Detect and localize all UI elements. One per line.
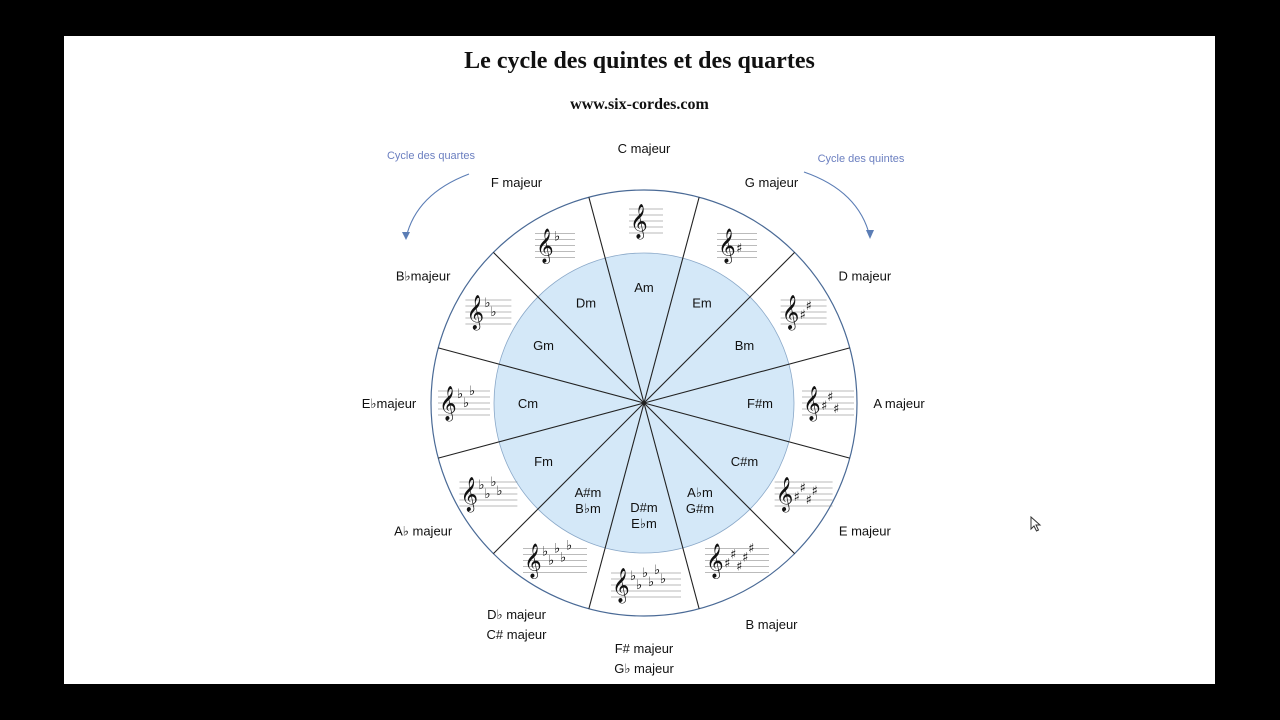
sharp-icon: ♯	[811, 484, 818, 499]
minor-key-label: Dm	[575, 295, 597, 311]
major-key-label: E♭majeur	[361, 396, 417, 411]
minor-key-label: Gm	[533, 338, 555, 353]
flat-icon: ♭	[542, 544, 549, 560]
sharp-icon: ♯	[748, 541, 755, 557]
page	[64, 36, 1215, 684]
sharp-icon: ♯	[730, 547, 737, 563]
fifths-arrow	[804, 172, 870, 237]
sharp-icon: ♯	[793, 490, 800, 505]
treble-clef-icon: 𝄞	[460, 477, 479, 512]
sharp-icon: ♯	[724, 556, 731, 572]
major-key-label: B♭majeur	[395, 268, 451, 284]
flat-icon: ♭	[490, 305, 497, 320]
treble-clef-icon: 𝄞	[612, 568, 630, 603]
treble-clef-icon: 𝄞	[775, 477, 794, 512]
fourths-cycle-label: Cycle des quartes	[386, 150, 476, 162]
minor-key-label: Fm	[534, 454, 553, 469]
page-subtitle: www.six-cordes.com	[570, 96, 709, 113]
sharp-icon: ♯	[742, 550, 749, 566]
sharp-icon: ♯	[805, 493, 812, 508]
flat-icon: ♭	[654, 563, 661, 578]
minor-key-label: A#m	[574, 484, 602, 500]
treble-clef-icon: 𝄞	[439, 386, 457, 421]
flat-icon: ♭	[463, 396, 470, 411]
minor-key-label: E♭m	[631, 516, 657, 531]
flat-icon: ♭	[548, 553, 555, 569]
sharp-icon: ♯	[821, 399, 828, 414]
major-key-label: C# majeur	[486, 626, 547, 642]
treble-clef-icon: 𝄞	[466, 295, 485, 330]
flat-icon: ♭	[496, 484, 503, 499]
sharp-icon: ♯	[799, 308, 806, 323]
page-title: Le cycle des quintes et des quartes	[464, 48, 815, 74]
flat-icon: ♭	[554, 229, 561, 245]
minor-key-label: G#m	[685, 500, 715, 516]
major-key-label: A♭ majeur	[394, 523, 453, 539]
circle-of-fifths-diagram	[64, 36, 1215, 684]
sharp-icon: ♯	[799, 481, 806, 496]
treble-clef-icon: 𝄞	[718, 228, 736, 264]
flat-icon: ♭	[642, 566, 649, 581]
major-key-label: C majeur	[617, 141, 671, 156]
treble-clef-icon: 𝄞	[524, 543, 542, 579]
minor-key-label: Bm	[734, 338, 755, 353]
minor-key-label: Am	[634, 280, 654, 295]
flat-icon: ♭	[484, 487, 491, 502]
sharp-icon: ♯	[827, 390, 834, 405]
treble-clef-icon: 𝄞	[706, 543, 724, 579]
flat-icon: ♭	[560, 550, 567, 566]
treble-clef-icon: 𝄞	[630, 204, 648, 239]
flat-icon: ♭	[554, 541, 561, 557]
flat-icon: ♭	[636, 578, 643, 593]
minor-key-label: A♭m	[687, 484, 713, 500]
major-key-label: F majeur	[490, 175, 543, 191]
flat-icon: ♭	[630, 569, 637, 584]
major-key-label: D majeur	[838, 268, 892, 284]
treble-clef-icon: 𝄞	[536, 228, 554, 264]
minor-key-label: Cm	[517, 396, 539, 411]
minor-key-label: B♭m	[575, 500, 601, 516]
major-key-label: B majeur	[745, 616, 798, 632]
minor-key-label: Em	[692, 295, 712, 311]
major-key-label: G majeur	[744, 175, 799, 191]
major-key-label: F# majeur	[614, 641, 674, 656]
arrow-head-icon	[866, 230, 874, 239]
minor-key-label: C#m	[730, 454, 759, 469]
treble-clef-icon: 𝄞	[781, 295, 800, 330]
flat-icon: ♭	[478, 478, 485, 493]
sharp-icon: ♯	[805, 299, 812, 314]
flat-icon: ♭	[648, 575, 655, 590]
flat-icon: ♭	[566, 538, 573, 554]
flat-icon: ♭	[490, 475, 497, 490]
minor-key-label: D#m	[630, 500, 658, 515]
major-key-label: G♭ majeur	[614, 661, 674, 676]
flat-icon: ♭	[484, 296, 491, 311]
fourths-arrow	[406, 174, 469, 238]
sharp-icon: ♯	[736, 241, 743, 257]
flat-icon: ♭	[660, 572, 667, 587]
sharp-icon: ♯	[833, 402, 840, 417]
major-key-label: D♭ majeur	[487, 606, 546, 622]
minor-key-label: F#m	[747, 396, 773, 411]
major-key-label: A majeur	[873, 396, 925, 411]
arrow-head-icon	[402, 232, 410, 240]
major-key-label: E majeur	[838, 523, 891, 539]
treble-clef-icon: 𝄞	[803, 386, 821, 421]
mouse-cursor-icon	[1030, 516, 1042, 534]
sharp-icon: ♯	[736, 559, 743, 575]
fifths-cycle-label: Cycle des quintes	[817, 153, 905, 165]
flat-icon: ♭	[469, 384, 476, 399]
flat-icon: ♭	[457, 387, 464, 402]
